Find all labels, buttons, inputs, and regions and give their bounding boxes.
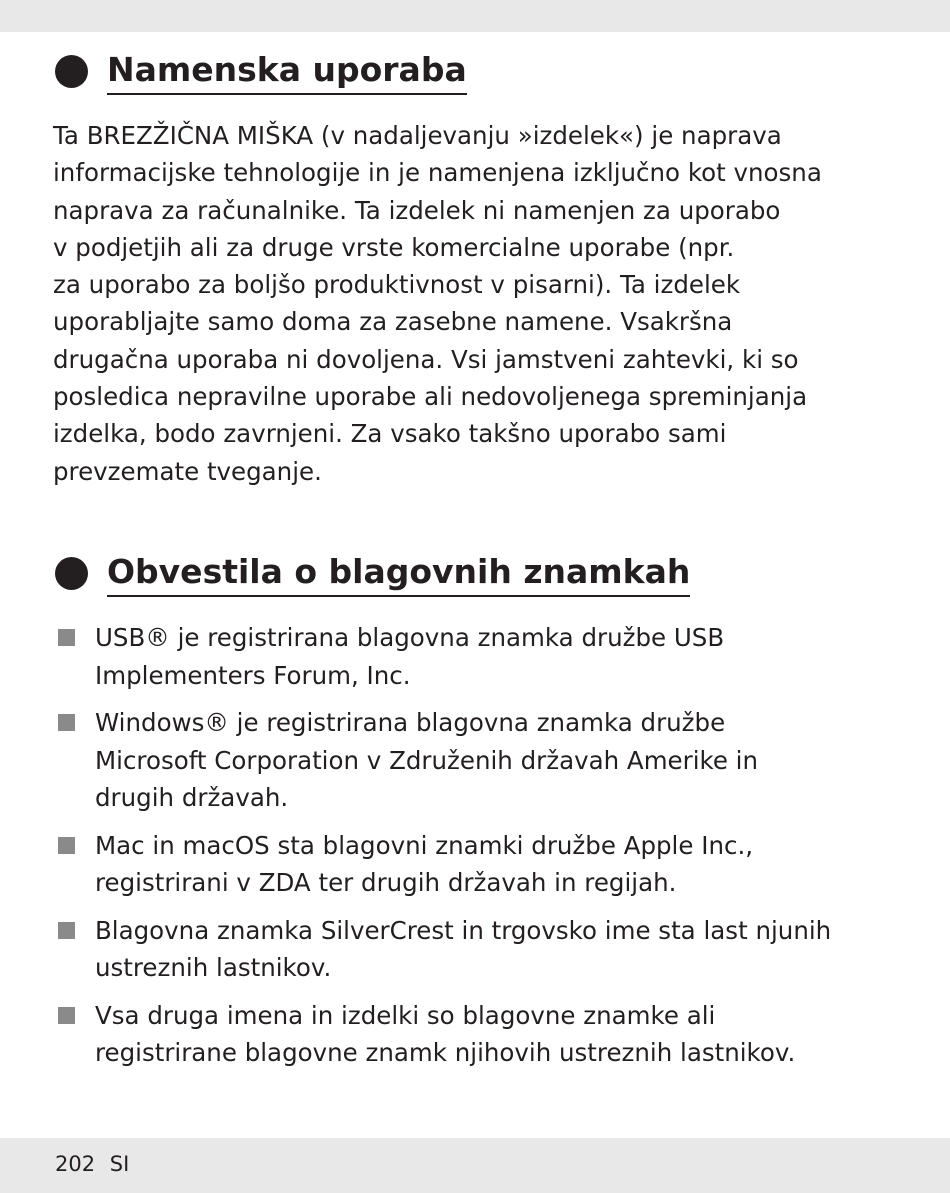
intended-use-paragraph: Ta BREZŽIČNA MIŠKA (v nadaljevanju »izdelek«) je naprava informacijske tehnologije in je namenjena izključno kot vnosna naprava za računalnike. Ta izdelek ni namenjen za uporabo v podjetjih ali za druge vrste komercialne uporabe (npr. za uporabo za boljšo produktivnost v pisarni). Ta izdelek uporabljajte samo doma za zasebne namene. Vsakršna drugačna uporaba ni dovoljena. Vsi jamstveni zahtevki, ki so posledica nepravilne uporabe ali nedovoljenega spreminjanja izdelka, bodo zavrnjeni. Za vsako takšno uporabo sami prevzemate tveganje. <box>53 121 822 486</box>
list-item-text: Mac in macOS sta blagovni znamki družbe Apple Inc., registrirani v ZDA ter drugih državah in regijah. <box>95 830 754 897</box>
section-title: Namenska uporaba <box>107 48 467 95</box>
list-item-text: Windows® je registrirana blagovna znamka družbe Microsoft Corporation v Združenih državah Amerike in drugih državah. <box>95 708 759 812</box>
list-item <box>58 827 858 902</box>
footer-band <box>0 1138 950 1193</box>
square-bullet-icon <box>58 629 75 646</box>
bullet-dot-icon <box>55 55 88 88</box>
list-item-text: Blagovna znamka SilverCrest in trgovsko ime sta last njunih ustreznih lastnikov. <box>95 915 832 982</box>
list-item <box>58 704 858 817</box>
top-band <box>0 0 950 32</box>
square-bullet-icon <box>58 837 75 854</box>
list-item-text: USB® je registrirana blagovna znamka družbe USB Implementers Forum, Inc. <box>95 623 725 690</box>
bullet-dot-icon <box>55 557 88 590</box>
square-bullet-icon <box>58 1007 75 1024</box>
trademark-list <box>58 619 858 1082</box>
section-title: Obvestila o blagovnih znamkah <box>107 550 690 597</box>
language-code: SI <box>109 1152 130 1176</box>
section-heading-intended-use <box>55 48 467 95</box>
page-footer <box>55 1152 129 1176</box>
section-heading-trademarks <box>55 550 690 597</box>
list-item <box>58 619 858 694</box>
square-bullet-icon <box>58 922 75 939</box>
list-item-text: Vsa druga imena in izdelki so blagovne znamke ali registrirane blagovne znamk njihovih ustreznih lastnikov. <box>95 1000 796 1067</box>
square-bullet-icon <box>58 714 75 731</box>
list-item <box>58 912 858 987</box>
page-number: 202 <box>55 1152 96 1176</box>
list-item <box>58 997 858 1072</box>
